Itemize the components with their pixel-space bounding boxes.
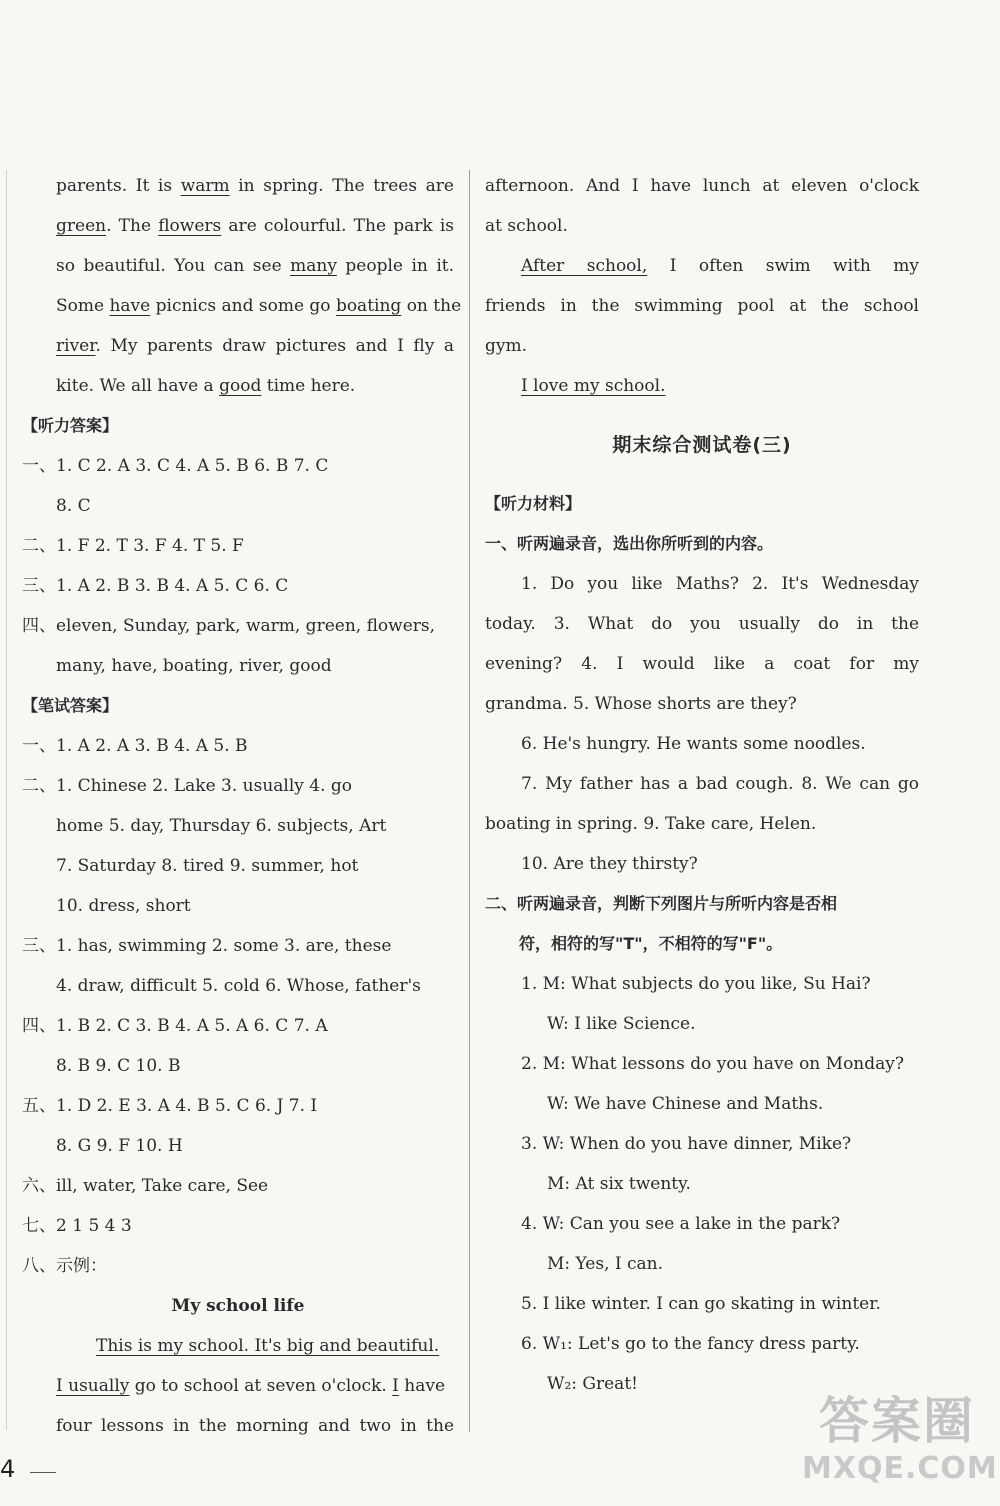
essay-line: I love my school. <box>521 376 666 396</box>
page-edge <box>6 170 7 1430</box>
page-number: 4 <box>0 1455 16 1483</box>
answer-line: 五、1. D 2. E 3. A 4. B 5. C 6. J 7. I <box>22 1096 318 1116</box>
essay-line: This is my school. It's big and beautiful. <box>96 1336 440 1356</box>
answer-line: 8. B 9. C 10. B <box>56 1056 181 1076</box>
essay-line: river. My parents draw pictures and I fly a <box>56 336 454 356</box>
part-two-instruction-cont: 符，相符的写"T"，不相符的写"F"。 <box>519 934 783 953</box>
essay-line: After school, I often swim with my <box>521 256 919 276</box>
dialogue-line: M: At six twenty. <box>547 1174 691 1194</box>
dialogue-line: 3. W: When do you have dinner, Mike? <box>521 1134 852 1154</box>
question-line: 7. My father has a bad cough. 8. We can go <box>521 774 919 794</box>
essay-line: gym. <box>485 336 528 356</box>
dialogue-line: W₂: Great! <box>547 1374 638 1394</box>
essay-line: parents. It is warm in spring. The trees are <box>56 176 454 196</box>
essay-line: four lessons in the morning and two in the <box>56 1416 454 1436</box>
question-line: 6. He's hungry. He wants some noodles. <box>521 734 866 754</box>
answer-line: 二、1. F 2. T 3. F 4. T 5. F <box>22 536 244 556</box>
answer-line: 8. C <box>56 496 91 516</box>
dialogue-line: 2. M: What lessons do you have on Monday? <box>521 1054 904 1074</box>
answer-line: 10. dress, short <box>56 896 191 916</box>
answer-line: 4. draw, difficult 5. cold 6. Whose, father's <box>56 976 421 996</box>
question-line: 10. Are they thirsty? <box>521 854 698 874</box>
dialogue-line: 6. W₁: Let's go to the fancy dress party. <box>521 1334 860 1354</box>
essay-line: afternoon. And I have lunch at eleven o'clock <box>485 176 919 196</box>
essay-line: I usually go to school at seven o'clock. I have <box>56 1376 446 1396</box>
dialogue-line: 5. I like winter. I can go skating in winter. <box>521 1294 881 1314</box>
answer-line: 一、1. A 2. A 3. B 4. A 5. B <box>22 736 248 756</box>
dialogue-line: M: Yes, I can. <box>547 1254 664 1274</box>
answer-line: 八、示例： <box>22 1256 107 1276</box>
essay-line: so beautiful. You can see many people in it. <box>56 256 454 276</box>
answer-line: 8. G 9. F 10. H <box>56 1136 183 1156</box>
answer-line: 一、1. C 2. A 3. C 4. A 5. B 6. B 7. C <box>22 456 329 476</box>
essay-line: kite. We all have a good time here. <box>56 376 356 396</box>
listening-material-heading: 【听力材料】 <box>485 494 582 513</box>
dialogue-line: W: We have Chinese and Maths. <box>547 1094 824 1114</box>
column-divider <box>469 170 470 1432</box>
section-title: 期末综合测试卷(三) <box>612 434 792 456</box>
question-line: boating in spring. 9. Take care, Helen. <box>485 814 817 834</box>
answer-line: 四、1. B 2. C 3. B 4. A 5. A 6. C 7. A <box>22 1016 328 1036</box>
answer-line: many, have, boating, river, good <box>56 656 332 676</box>
answer-line: 三、1. has, swimming 2. some 3. are, these <box>22 936 392 956</box>
listening-answers-heading: 【听力答案】 <box>22 416 119 435</box>
part-two-instruction: 二、听两遍录音，判断下列图片与所听内容是否相 <box>485 894 838 913</box>
answer-line: 7. Saturday 8. tired 9. summer, hot <box>56 856 359 876</box>
left-column <box>22 166 462 1446</box>
watermark-logo: 答案圈 <box>819 1392 975 1450</box>
question-line: evening? 4. I would like a coat for my <box>485 654 919 674</box>
answer-line: 六、ill, water, Take care, See <box>22 1176 269 1196</box>
written-answers-heading: 【笔试答案】 <box>22 696 119 715</box>
dialogue-line: W: I like Science. <box>547 1014 696 1034</box>
answer-line: 七、2 1 5 4 3 <box>22 1216 132 1236</box>
dialogue-line: 4. W: Can you see a lake in the park? <box>521 1214 841 1234</box>
dialogue-line: 1. M: What subjects do you like, Su Hai? <box>521 974 871 994</box>
answer-line: home 5. day, Thursday 6. subjects, Art <box>56 816 387 836</box>
footer-rule <box>30 1472 56 1473</box>
essay-line: green. The flowers are colourful. The park is <box>56 216 454 236</box>
essay-title: My school life <box>171 1296 305 1316</box>
answer-line: 二、1. Chinese 2. Lake 3. usually 4. go <box>22 776 353 796</box>
answer-line: 三、1. A 2. B 3. B 4. A 5. C 6. C <box>22 576 289 596</box>
question-line: grandma. 5. Whose shorts are they? <box>485 694 797 714</box>
watermark <box>802 1390 998 1500</box>
essay-line: friends in the swimming pool at the school <box>485 296 919 316</box>
essay-line: at school. <box>485 216 568 236</box>
watermark-url: MXQE.COM <box>802 1451 998 1486</box>
question-line: 1. Do you like Maths? 2. It's Wednesday <box>521 574 919 594</box>
answer-line: 四、eleven, Sunday, park, warm, green, flowers, <box>22 616 436 636</box>
right-column <box>485 166 919 1404</box>
essay-line: Some have picnics and some go boating on the <box>56 296 462 316</box>
question-line: today. 3. What do you usually do in the <box>485 614 919 634</box>
part-one-instruction: 一、听两遍录音，选出你所听到的内容。 <box>485 534 774 553</box>
